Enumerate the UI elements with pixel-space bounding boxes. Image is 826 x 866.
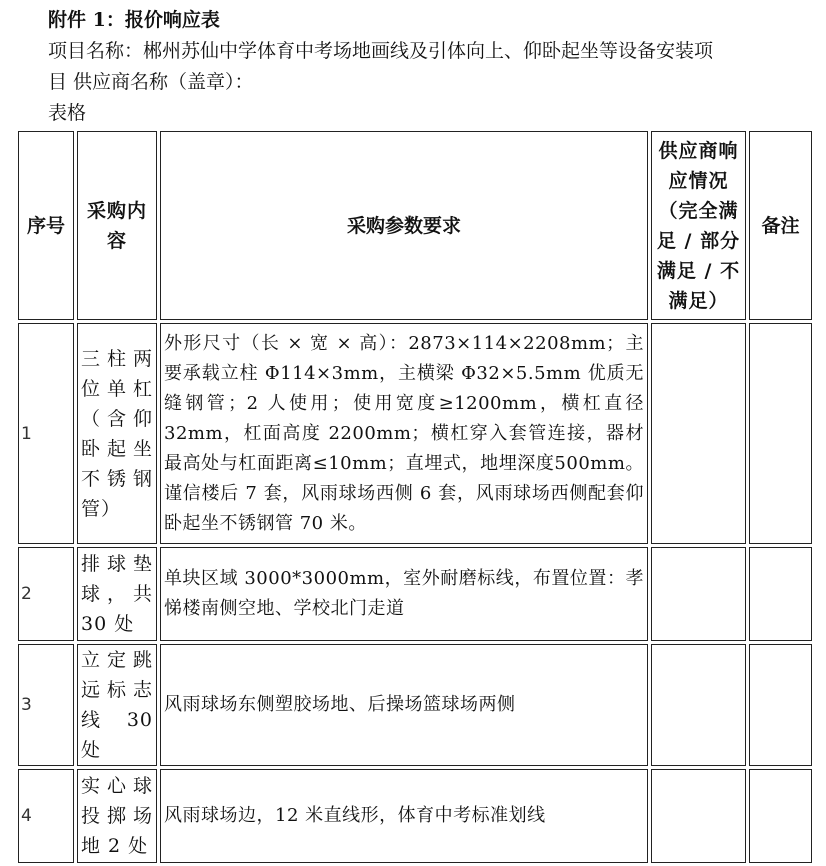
attachment-title: 附件 1：报价响应表 xyxy=(48,9,220,31)
row-seq: 2 xyxy=(18,547,74,641)
header-supplier-response: 供应商响应情况（完全满足 / 部分满足 / 不满足） xyxy=(651,131,746,320)
row-requirements: 外形尺寸（长 × 宽 × 高）：2873×114×2208mm；主要承载立柱 Φ114×3mm，主横梁 Φ32×5.5mm 优质无缝钢管；2 人使用；使用宽度≥1200mm，横杠直径 32mm，杠面高度 2200mm；横杠穿入套管连接，器材最高处与杠面距离≤10mm；直埋式，地埋深度500mm。谨信楼后 7 套，风雨球场西侧 6 套，风雨球场西侧配套仰卧起坐不锈钢管 70 米。 xyxy=(160,323,648,544)
row-seq: 3 xyxy=(18,644,74,766)
row-remarks-cell[interactable] xyxy=(749,769,812,863)
row-seq: 4 xyxy=(18,769,74,863)
row-response-cell[interactable] xyxy=(651,769,746,863)
row-requirements: 风雨球场东侧塑胶场地、后操场篮球场两侧 xyxy=(160,644,648,766)
row-remarks-cell[interactable] xyxy=(749,644,812,766)
project-name-line-2: 目 供应商名称（盖章）： xyxy=(48,71,254,93)
row-response-cell[interactable] xyxy=(651,644,746,766)
table-caption: 表格 xyxy=(48,102,87,124)
row-item: 实心球投掷场地 2 处 xyxy=(77,769,157,863)
row-remarks-cell[interactable] xyxy=(749,323,812,544)
header-item: 采购内容 xyxy=(77,131,157,320)
row-remarks-cell[interactable] xyxy=(749,547,812,641)
table-row xyxy=(18,769,812,863)
row-response-cell[interactable] xyxy=(651,323,746,544)
project-name-line-1: 项目名称：郴州苏仙中学体育中考场地画线及引体向上、仰卧起坐等设备安装项 xyxy=(48,40,714,62)
row-item: 立定跳远标志线 30 处 xyxy=(77,644,157,766)
table-row xyxy=(18,547,812,641)
header-remarks: 备注 xyxy=(749,131,812,320)
row-requirements: 单块区域 3000*3000mm，室外耐磨标线，布置位置：孝悌楼南侧空地、学校北门走道 xyxy=(160,547,648,641)
row-item: 排球垫球，共30 处 xyxy=(77,547,157,641)
table-row xyxy=(18,323,812,544)
quotation-response-table xyxy=(15,128,815,866)
table-header-row xyxy=(18,131,812,320)
table-row xyxy=(18,644,812,766)
row-response-cell[interactable] xyxy=(651,547,746,641)
header-seq: 序号 xyxy=(18,131,74,320)
row-item: 三柱两位单杠（含仰卧起坐不锈钢管） xyxy=(77,323,157,544)
row-requirements: 风雨球场边，12 米直线形，体育中考标准划线 xyxy=(160,769,648,863)
row-seq: 1 xyxy=(18,323,74,544)
header-requirements: 采购参数要求 xyxy=(160,131,648,320)
